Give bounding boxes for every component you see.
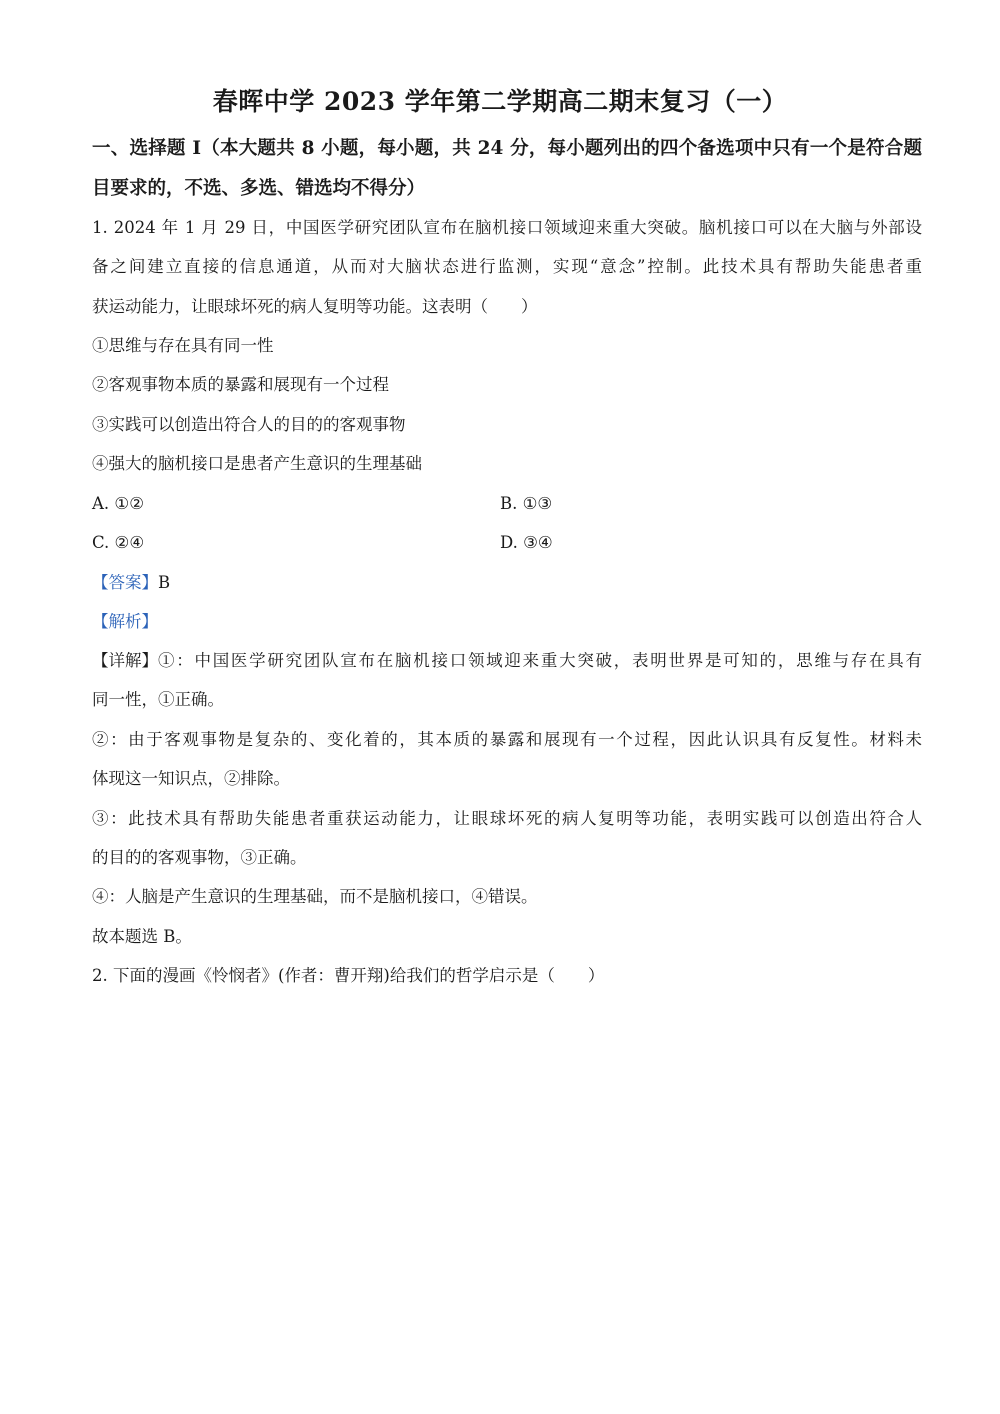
q1-detail-line-3: ②：由于客观事物是复杂的、变化着的，其本质的暴露和展现有一个过程，因此认识具有反复性。材料未 [92, 730, 922, 749]
detail-text-1: ①：中国医学研究团队宣布在脑机接口领域迎来重大突破，表明世界是可知的，思维与存在具有 [158, 651, 922, 670]
q1-option-b: B. ①③ [500, 494, 553, 513]
q1-detail-line-7: ④：人脑是产生意识的生理基础，而不是脑机接口，④错误。 [92, 887, 538, 906]
q1-statement-2: ②客观事物本质的暴露和展现有一个过程 [92, 375, 389, 394]
q1-stem-line-3: 获运动能力，让眼球坏死的病人复明等功能。这表明（ ） [92, 297, 538, 316]
q1-statement-1: ①思维与存在具有同一性 [92, 336, 274, 355]
q2-stem: 2. 下面的漫画《怜悯者》(作者：曹开翔)给我们的哲学启示是（ ） [92, 966, 605, 985]
q1-answer [92, 563, 922, 603]
q1-detail-line-2: 同一性，①正确。 [92, 690, 224, 709]
page-title: 春晖中学 2023 学年第二学期高二期末复习（一） [212, 87, 788, 116]
q1-detail-line-8: 故本题选 B。 [92, 927, 192, 946]
q1-detail-line-6: 的目的的客观事物，③正确。 [92, 848, 307, 867]
analysis-label: 【解析】 [92, 612, 158, 631]
q1-stem-line-1: 1. 2024 年 1 月 29 日，中国医学研究团队宣布在脑机接口领域迎来重大突破。脑机接口可以在大脑与外部设 [92, 218, 922, 237]
q1-option-d: D. ③④ [500, 533, 553, 552]
q1-analysis [92, 602, 922, 642]
section-heading: 一、选择题 I（本大题共 8 小题，每小题，共 24 分，每小题列出的四个备选项中只有一个是符合题目要求的，不选、多选、错选均不得分） [92, 138, 922, 199]
answer-value: B [158, 573, 171, 592]
q1-statement-3: ③实践可以创造出符合人的目的的客观事物 [92, 415, 406, 434]
q1-stem-line-2: 备之间建立直接的信息通道，从而对大脑状态进行监测，实现“意念”控制。此技术具有帮助失能患者重 [92, 257, 922, 276]
answer-label: 【答案】 [92, 573, 158, 592]
q1-detail-line-4: 体现这一知识点，②排除。 [92, 769, 290, 788]
q1-statement-4: ④强大的脑机接口是患者产生意识的生理基础 [92, 454, 422, 473]
q1-detail-line-5: ③：此技术具有帮助失能患者重获运动能力，让眼球坏死的病人复明等功能，表明实践可以创造出符合人 [92, 809, 922, 828]
q1-option-a: A. ①② [92, 494, 144, 513]
q1-detail-line-1 [92, 641, 922, 681]
detail-label: 【详解】 [92, 651, 158, 670]
q1-option-c: C. ②④ [92, 533, 145, 552]
